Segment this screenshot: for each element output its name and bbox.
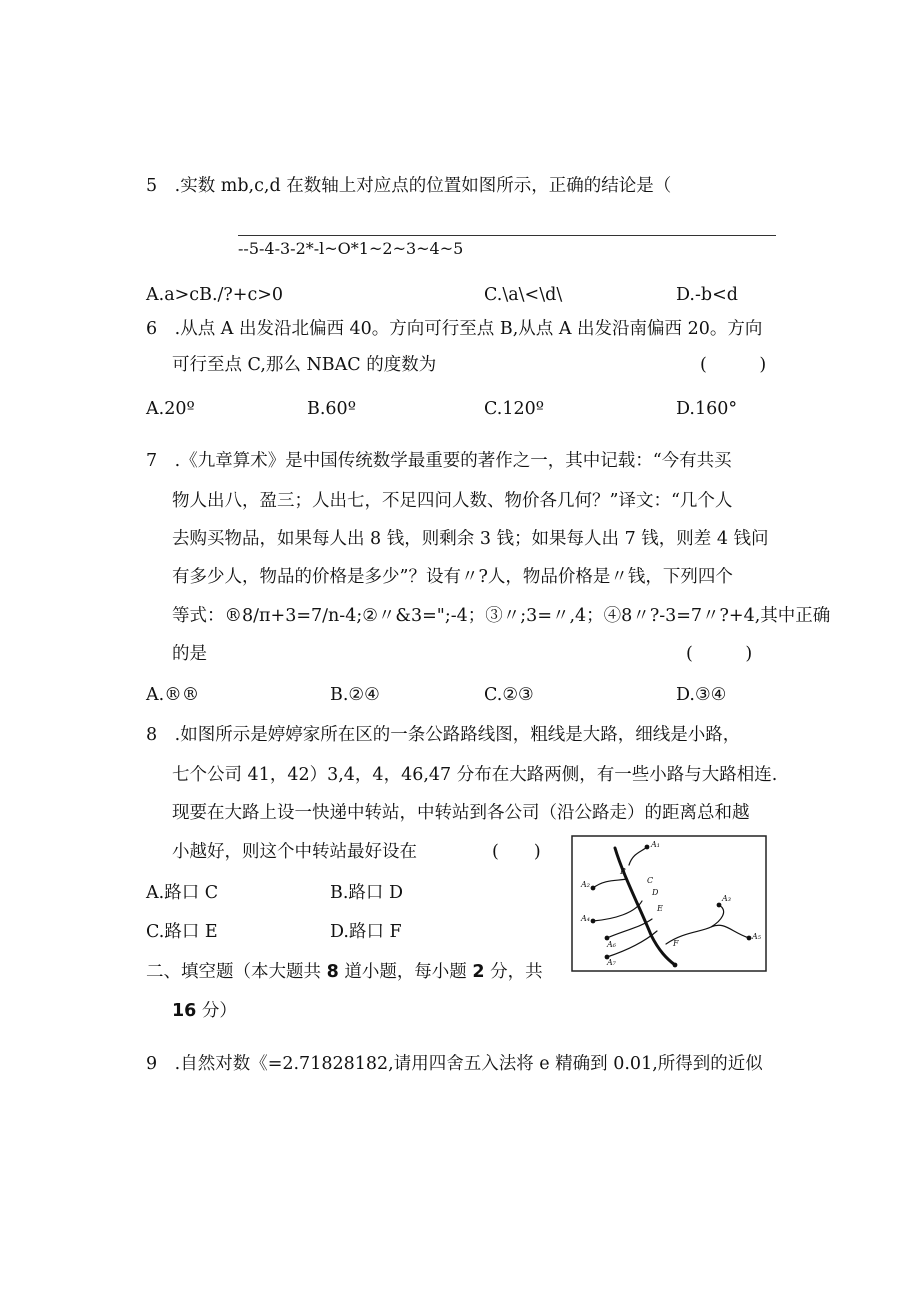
q8-answer-paren: ( ) [492, 842, 541, 862]
section-heading-text-e: 分，共 [484, 962, 543, 982]
q5-option-d: D.-b<d [676, 285, 738, 305]
q7-stem-line4: 有多少人，物品的价格是多少”？设有〃?人，物品价格是〃钱，下列四个 [172, 567, 733, 587]
q7-stem-line6: 的是 [172, 644, 207, 664]
map-label-a4: A₄ [581, 914, 590, 923]
map-label-d: D [652, 888, 659, 897]
q7-option-c: C.②③ [484, 685, 534, 705]
map-label-a1: A₁ [651, 840, 660, 849]
section-heading-text-a: 二、填空题（本大题共 [146, 962, 327, 982]
q9-stem-line1: 9 .自然对数《=2.71828182,请用四舍五入法将 e 精确到 0.01,所得到的近似 [146, 1054, 763, 1074]
map-label-a3: A₃ [722, 894, 731, 903]
q8-stem-line4: 小越好，则这个中转站最好设在 [172, 842, 417, 862]
q8-option-d: D.路口 F [330, 922, 402, 942]
map-label-c: C [647, 876, 654, 885]
map-label-b: B [620, 867, 626, 876]
q7-stem-line3: 去购买物品，如果每人出 8 钱，则剩余 3 钱；如果每人出 7 钱，则差 4 钱问 [172, 529, 769, 549]
section-heading-text-c: 道小题，每小题 [338, 962, 473, 982]
q6-option-d: D.160° [676, 399, 738, 419]
q8-option-c: C.路口 E [146, 922, 218, 942]
q7-stem-line2: 物人出八，盈三；人出七，不足四问人数、物价各几何？”译文：“几个人 [172, 491, 733, 511]
road-map-diagram [571, 835, 767, 972]
q7-stem-line5: 等式：®8∕π+3=7∕n-4;②〃&3=";-4；③〃;3=〃,4；④8〃?-3=7〃?+4,其中正确 [172, 606, 831, 626]
map-label-f: F [673, 939, 679, 948]
number-line [238, 235, 776, 236]
q6-option-a: A.20º [146, 399, 195, 419]
q5-option-a-b: A.a>cB./?+c>0 [146, 285, 284, 305]
section-heading-line2 [172, 999, 237, 1023]
q6-answer-paren: ( ) [700, 355, 767, 375]
section-total-points: 16 [172, 1001, 197, 1021]
section-heading-text-f: 分） [196, 1001, 237, 1021]
map-label-a5: A₅ [752, 932, 761, 941]
q8-option-a: A.路口 C [146, 883, 219, 903]
q7-option-b: B.②④ [330, 685, 380, 705]
q6-option-c: C.120º [484, 399, 544, 419]
q7-answer-paren: ( ) [686, 644, 753, 664]
q7-option-d: D.③④ [676, 685, 727, 705]
map-label-a6: A₆ [607, 940, 616, 949]
section-question-count: 8 [326, 962, 339, 982]
q7-stem-line1: 7 .《九章算术》是中国传统数学最重要的著作之一，其中记载：“今有共买 [146, 451, 732, 471]
q5-option-c: C.\a\<\d\ [484, 285, 563, 305]
map-label-a7: A₇ [607, 958, 616, 967]
q6-stem-line1: 6 .从点 A 出发沿北偏西 40。方向可行至点 B,从点 A 出发沿南偏西 20。方向 [146, 319, 763, 339]
section-points-each: 2 [472, 962, 485, 982]
q7-option-a: A.®® [146, 685, 200, 705]
number-line-labels: --5-4-3-2*-l~O*1~2~3~4~5 [238, 239, 464, 258]
q8-stem-line1: 8 .如图所示是婷婷家所在区的一条公路路线图，粗线是大路，细线是小路， [146, 725, 741, 745]
section-heading-line1 [146, 960, 543, 984]
q8-stem-line3: 现要在大路上设一快递中转站，中转站到各公司（沿公路走）的距离总和越 [172, 803, 750, 823]
map-label-a2: A₂ [581, 880, 590, 889]
q8-stem-line2: 七个公司 41，42）3,4，4，46,47 分布在大路两侧，有一些小路与大路相连. [172, 765, 778, 785]
map-label-e: E [657, 904, 663, 913]
q5-stem: 5 .实数 mb,c,d 在数轴上对应点的位置如图所示，正确的结论是（ [146, 176, 672, 196]
q6-stem-line2: 可行至点 C,那么 NBAC 的度数为 [172, 355, 437, 375]
q6-option-b: B.60º [307, 399, 356, 419]
q8-option-b: B.路口 D [330, 883, 404, 903]
